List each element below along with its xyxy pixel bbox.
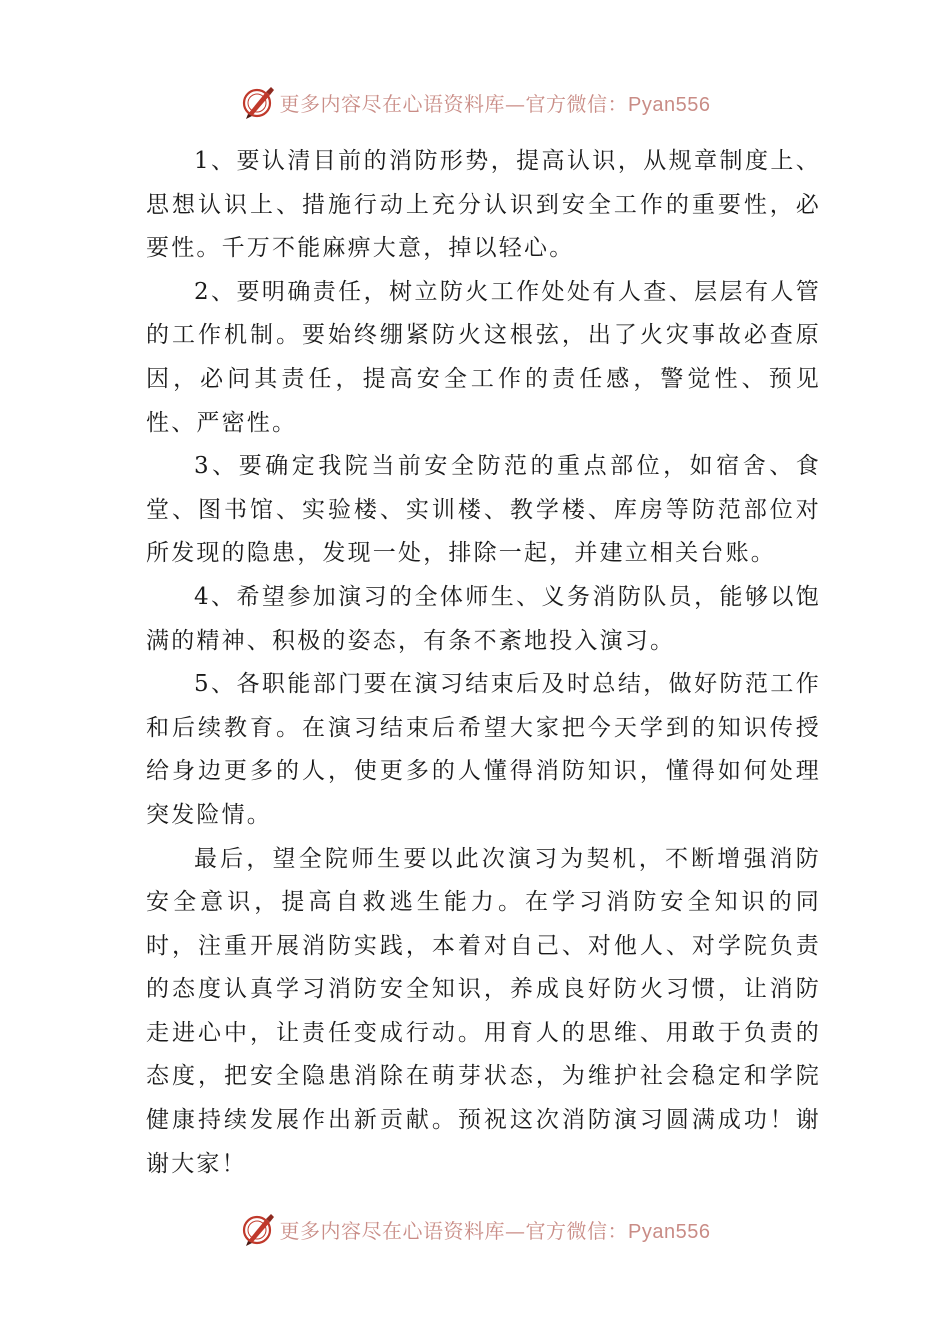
footer-watermark-banner <box>0 1209 950 1249</box>
document-body <box>146 140 821 1186</box>
banner-text: 更多内容尽在心语资料库—官方微信：Pyan556 <box>279 91 711 116</box>
paragraph-closing: 最后，望全院师生要以此次演习为契机，不断增强消防安全意识，提高自救逃生能力。在学习消防安全知识的同时，注重开展消防实践，本着对自己、对他人、对学院负责的态度认真学习消防安全知识，养成良好防火习惯，让消防走进心中，让责任变成行动。用育人的思维、用敢于负责的态度，把安全隐患消除在萌芽状态，为维护社会稳定和学院健康持续发展作出新贡献。预祝这次消防演习圆满成功！谢谢大家！ <box>146 845 821 1177</box>
pen-logo-icon <box>240 84 276 120</box>
wechat-id: Pyan556 <box>628 1220 711 1243</box>
paragraph-4: 4、希望参加演习的全体师生、义务消防队员，能够以饱满的精神、积极的姿态，有条不紊地投入演习。 <box>146 583 821 654</box>
wechat-id: Pyan556 <box>628 93 711 116</box>
paragraph-5: 5、各职能部门要在演习结束后及时总结，做好防范工作和后续教育。在演习结束后希望大家把今天学到的知识传授给身边更多的人，使更多的人懂得消防知识，懂得如何处理突发险情。 <box>146 671 821 828</box>
header-watermark-banner <box>0 82 950 122</box>
paragraph-3: 3、要确定我院当前安全防范的重点部位，如宿舍、食堂、图书馆、实验楼、实训楼、教学楼、库房等防范部位对所发现的隐患，发现一处，排除一起，并建立相关台账。 <box>146 453 821 567</box>
banner-text: 更多内容尽在心语资料库—官方微信：Pyan556 <box>279 1218 711 1243</box>
paragraph-2: 2、要明确责任，树立防火工作处处有人查、层层有人管的工作机制。要始终绷紧防火这根弦，出了火灾事故必查原因，必问其责任，提高安全工作的责任感，警觉性、预见性、严密性。 <box>146 278 821 436</box>
pen-logo-icon <box>240 1211 276 1247</box>
paragraph-1: 1、要认清目前的消防形势，提高认识，从规章制度上、思想认识上、措施行动上充分认识到安全工作的重要性，必要性。千万不能麻痹大意，掉以轻心。 <box>146 148 821 262</box>
